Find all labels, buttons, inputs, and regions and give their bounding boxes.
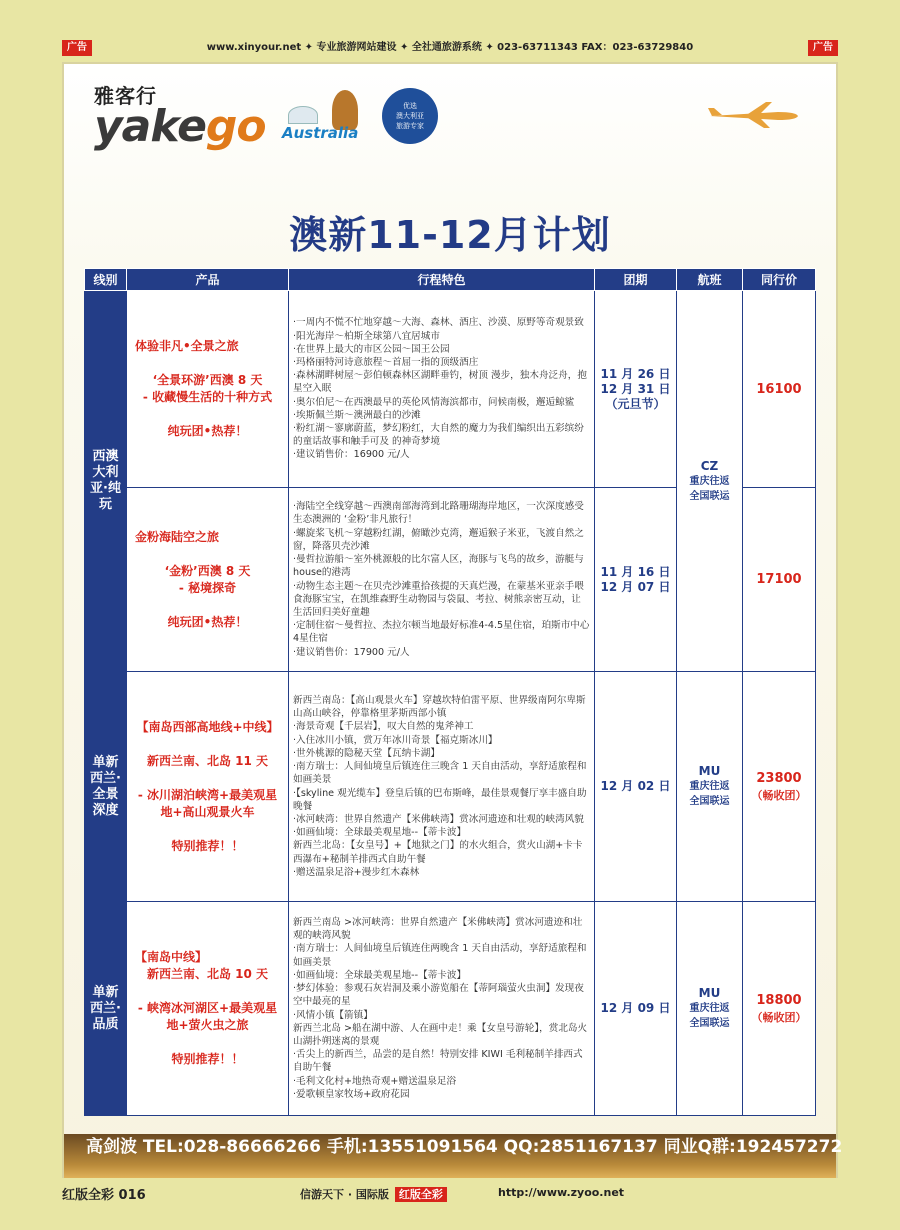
table-row [85, 902, 816, 1116]
dates-cell: 12 月 09 日 [595, 902, 677, 1116]
price-cell: 17100 [743, 488, 816, 672]
table-header-row [85, 269, 816, 291]
contact-line: 高剑波 TEL:028-86666266 手机:13551091564 QQ:2851167137 同业Q群:192457272 [86, 1137, 843, 1157]
itinerary-cell: 新西兰南岛 >冰河峡湾：世界自然遗产【米佛峡湾】赏冰河遗迹和壮观的峡湾风貌 ·南方瑞士：人间仙境皇后镇连住两晚含 1 天自由活动，享舒适旅程和如画美景 ·如画仙境：全球最美观星地--【蒂卡波】 ·梦幻体验：参观石灰岩洞及乘小游览船在【蒂阿瑙萤火虫洞】发现夜空中最亮的星 ·风情小镇【箭镇】 新西兰北岛 >船在湖中游、人在画中走！乘【女皇号游轮】，赏北岛火山湖扑朔迷离的景观 ·舌尖上的新西兰，品尝的是自然！特别安排 KIWI 毛利秘制羊排西式自助午餐 ·毛利文化村+地热奇观+赠送温泉足浴 ·爱歌顿皇家牧场+政府花园 [289, 902, 595, 1116]
product-cell: 【南岛西部高地线+中线】 新西兰南、北岛 11 天 - 冰川湖泊峡湾+最美观星地+高山观景火车 特别推荐！！ [127, 672, 289, 902]
line-cell: 单新西兰·全景深度 [85, 672, 127, 902]
dates-cell: 12 月 02 日 [595, 672, 677, 902]
table-row [85, 672, 816, 902]
page-number: 红版全彩 016 [62, 1188, 146, 1203]
logo-cn: 雅客行 [94, 84, 157, 108]
logo-en: yakego [94, 101, 266, 152]
footer-slogan: 信游天下 · 国际版 红版全彩 [300, 1186, 453, 1202]
dates-cell: 11 月 16 日 12 月 07 日 [595, 488, 677, 672]
flight-cell: CZ 重庆往返 全国联运 [677, 291, 743, 672]
opera-house-icon [288, 106, 318, 124]
flight-cell: MU 重庆往返 全国联运 [677, 672, 743, 902]
top-banner-text: www.xinyour.net ✦ 专业旅游网站建设 ✦ 全社通旅游系统 ✦ 023-63711343 FAX：023-63729840 [206, 42, 694, 53]
specialist-badge: 优选 澳大利亚 旅游专家 [382, 88, 438, 144]
product-cell: 【南岛中线】 新西兰南、北岛 10 天 - 峡湾冰河湖区+最美观星地+萤火虫之旅 特别推荐！！ [127, 902, 289, 1116]
line-cell: 西澳大利亚·纯玩 [85, 291, 127, 672]
itinerary-cell: 新西兰南岛：【高山观景火车】穿越坎特伯雷平原、世界级南阿尔卑斯山高山峡谷，停靠格里茅斯西部小镇 ·海景奇观【千层岩】，叹大自然的鬼斧神工 ·入住冰川小镇，赏万年冰川奇景【福克斯冰川】 ·世外桃源的隐秘天堂【瓦纳卡湖】 ·南方瑞士：人间仙境皇后镇连住三晚含 1 天自由活动，享舒适旅程和如画美景 ·【skyline 观光缆车】登皇后镇的巴布斯峰，最佳景观餐厅享丰盛自助晚餐 ·冰河峡湾：世界自然遗产【米佛峡湾】赏冰河遗迹和壮观的峡湾风貌 ·如画仙境：全球最美观星地--【蒂卡波】 新西兰北岛：【女皇号】+【地狱之门】的水火组合，赏火山湖+卡卡西瀑布+秘制羊排西式自助午餐 ·赠送温泉足浴+漫步红木森林 [289, 672, 595, 902]
advert-card [62, 62, 843, 1178]
header-product: 产品 [127, 269, 289, 291]
page-footer [0, 1180, 900, 1208]
footer-tag: 红版全彩 [395, 1187, 447, 1202]
dates-cell: 11 月 26 日 12 月 31 日 （元旦节） [595, 291, 677, 488]
tour-table [84, 268, 816, 1116]
header-flight: 航班 [677, 269, 743, 291]
header-price: 同行价 [743, 269, 816, 291]
ad-label-right: 广告 [808, 40, 838, 56]
airplane-icon [708, 100, 800, 130]
australia-logo [282, 90, 358, 142]
flight-cell: MU 重庆往返 全国联运 [677, 902, 743, 1116]
table-row [85, 291, 816, 488]
price-cell: 18800 （畅收团） [743, 902, 816, 1116]
itinerary-cell: ·海陆空全线穿越～西澳南部海湾到北路珊瑚海岸地区，一次深度感受生态澳洲的 ‘金粉’非凡旅行！ ·螺旋桨飞机～穿越粉红湖，俯瞰沙克湾，邂逅猴子米亚，飞渡自然之窗，降落贝壳沙滩 ·曼哲拉游船～室外桃源般的比尔富人区，海豚与飞鸟的故乡，游艇与house的港湾 ·动物生态主题～在贝壳沙滩重拾孩提的天真烂漫，在蒙基米亚亲手喂食海豚宝宝，在凯维森野生动物园与袋鼠、考拉、树熊亲密互动，让生活回归美好童趣 ·定制住宿～曼哲拉、杰拉尔顿当地最好标准4-4.5星住宿，珀斯市中心4星住宿 ·建议销售价：17900 元/人 [289, 488, 595, 672]
price-cell: 16100 [743, 291, 816, 488]
itinerary-cell: ·一周内不慌不忙地穿越～大海、森林、酒庄、沙漠、原野等奇观景致 ·阳光海岸～柏斯全球第八宜居城市 ·在世界上最大的市区公园～国王公园 ·玛格丽特河诗意旅程～首屈一指的顶级酒庄 ·森林湖畔树屋～彭伯顿森林区湖畔垂钓，树顶 漫步，独木舟泛舟，抱星空入眠 ·奥尔伯尼～在西澳最早的英伦风情海滨都市，问候南极，邂逅鲸鲨 ·埃斯佩兰斯～澳洲最白的沙滩 ·粉红湖～寥廓蔚蓝，梦幻粉红，大自然的魔力为我们编织出五彩缤纷的童话故事和触手可及 的神奇梦境 ·建议销售价：16900 元/人 [289, 291, 595, 488]
header-dates: 团期 [595, 269, 677, 291]
footer-url[interactable]: http://www.zyoo.net [498, 1186, 625, 1199]
yakego-logo [94, 80, 266, 152]
ad-label-left: 广告 [62, 40, 92, 56]
product-cell: 体验非凡•全景之旅 ‘全景环游’西澳 8 天 - 收藏慢生活的十种方式 纯玩团•热荐！ [127, 291, 289, 488]
price-cell: 23800 （畅收团） [743, 672, 816, 902]
australia-text: Australia [282, 124, 359, 142]
header-line: 线别 [85, 269, 127, 291]
line-cell: 单新西兰·品质 [85, 902, 127, 1116]
product-cell: 金粉海陆空之旅 ‘金粉’西澳 8 天 - 秘境探奇 纯玩团•热荐！ [127, 488, 289, 672]
header-itinerary: 行程特色 [289, 269, 595, 291]
page-title: 澳新11-12月计划 [289, 213, 611, 257]
